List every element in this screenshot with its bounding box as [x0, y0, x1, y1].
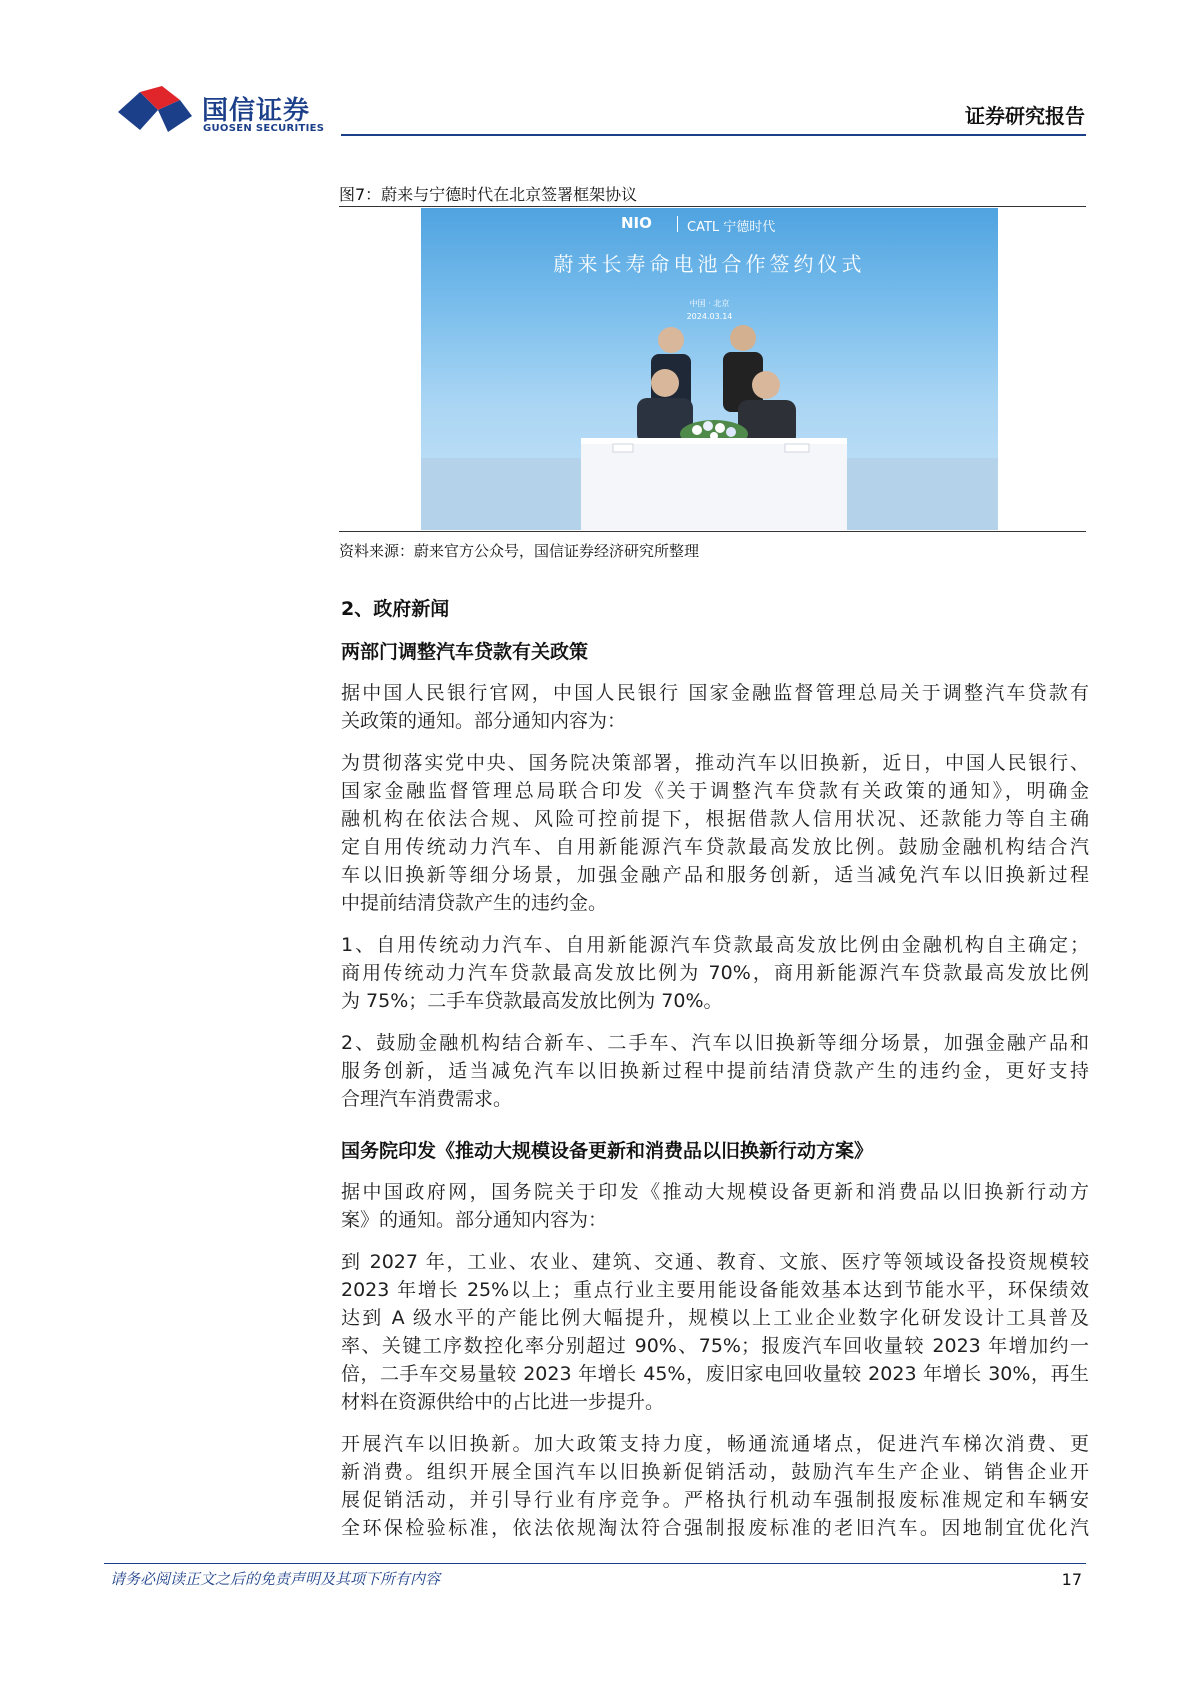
nameplate-right [785, 444, 809, 452]
paragraph-line: 为 75%；二手车贷款最高发放比例为 70%。 [341, 990, 723, 1012]
paragraph-line: 新消费。组织开展全国汽车以旧换新促销活动，鼓励汽车生产企业、销售企业开 [341, 1461, 1089, 1483]
paragraph [341, 1178, 1089, 1234]
paragraph-line: 国家金融监督管理总局联合印发《关于调整汽车贷款有关政策的通知》，明确金 [341, 780, 1089, 802]
paragraph-line: 倍，二手车交易量较 2023 年增长 45%，废旧家电回收量较 2023 年增长 30%，再生 [341, 1363, 1089, 1385]
paragraph-line: 合理汽车消费需求。 [341, 1088, 513, 1110]
paragraph-line: 开展汽车以旧换新。加大政策支持力度，畅通流通堵点，促进汽车梯次消费、更 [341, 1433, 1089, 1455]
subsection-title-equipment-renewal: 国务院印发《推动大规模设备更新和消费品以旧换新行动方案》 [341, 1140, 874, 1162]
paragraph-line: 全环保检验标准，依法依规淘汰符合强制报废标准的老旧汽车。因地制宜优化汽 [341, 1517, 1089, 1539]
subsection-title-auto-loans: 两部门调整汽车贷款有关政策 [341, 641, 589, 663]
paragraph-line: 材料在资源供给中的占比进一步提升。 [341, 1391, 665, 1413]
event-date: 2024.03.14 [686, 312, 733, 321]
paragraph-line: 融机构在依法合规、风险可控前提下，根据借款人信用状况、还款能力等自主确 [341, 808, 1089, 830]
logo-chinese-name: 国信证券 [202, 96, 311, 126]
signing-ceremony-photo [421, 208, 998, 530]
event-title: 蔚来长寿命电池合作签约仪式 [553, 252, 866, 276]
page-header [0, 0, 1190, 140]
logo-separator [677, 216, 678, 232]
paragraph-line: 商用传统动力汽车贷款最高发放比例为 70%，商用新能源汽车贷款最高发放比例 [341, 962, 1089, 984]
figure-bottom-rule [339, 531, 1086, 532]
paragraph [341, 1248, 1089, 1416]
paragraph-line: 率、关键工序数控化率分别超过 90%、75%；报废汽车回收量较 2023 年增加约一 [341, 1335, 1089, 1357]
footer-divider [104, 1563, 1086, 1564]
paragraph [341, 1430, 1089, 1542]
paragraph-line: 中提前结清贷款产生的违约金。 [341, 892, 608, 914]
paragraph-line: 达到 A 级水平的产能比例大幅提升，规模以上工业企业数字化研发设计工具普及 [341, 1307, 1089, 1329]
paragraph-line: 车以旧换新等细分场景，加强金融产品和服务创新，适当减免汽车以旧换新过程 [341, 864, 1089, 886]
paragraph-line: 2、鼓励金融机构结合新车、二手车、汽车以旧换新等细分场景，加强金融产品和 [341, 1032, 1089, 1054]
nameplate-left [613, 444, 633, 452]
paragraph-line: 1、自用传统动力汽车、自用新能源汽车贷款最高发放比例由金融机构自主确定； [341, 934, 1089, 956]
event-location: 中国 · 北京 [689, 299, 730, 308]
paragraph-line: 据中国政府网，国务院关于印发《推动大规模设备更新和消费品以旧换新行动方 [341, 1181, 1089, 1203]
header-divider [341, 134, 1086, 136]
logo-english-name: GUOSEN SECURITIES [203, 123, 325, 134]
paragraph-line: 服务创新，适当减免汽车以旧换新过程中提前结清贷款产生的违约金，更好支持 [341, 1060, 1089, 1082]
paragraph-line: 2023 年增长 25%以上；重点行业主要用能设备能效基本达到节能水平，环保绩效 [341, 1279, 1089, 1301]
paragraph [341, 931, 1089, 1015]
paragraph [341, 749, 1089, 917]
paragraph [341, 679, 1089, 735]
page-number: 17 [1061, 1570, 1082, 1589]
figure-source: 资料来源：蔚来官方公众号，国信证券经济研究所整理 [339, 542, 700, 560]
paragraph-line: 案》的通知。部分通知内容为： [341, 1209, 608, 1231]
section-heading: 2、政府新闻 [341, 598, 450, 620]
paragraph-line: 关政策的通知。部分通知内容为： [341, 710, 627, 732]
nio-logo: NIO [621, 214, 652, 232]
paragraph-line: 定自用传统动力汽车、自用新能源汽车贷款最高发放比例。鼓励金融机构结合汽 [341, 836, 1089, 858]
catl-logo: CATL 宁德时代 [687, 220, 776, 235]
paragraph-line: 为贯彻落实党中央、国务院决策部署，推动汽车以旧换新，近日，中国人民银行、 [341, 752, 1089, 774]
guosen-logo [118, 86, 325, 138]
paragraph-line: 展促销活动，并引导行业有序竞争。严格执行机动车强制报废标准规定和车辆安 [341, 1489, 1089, 1511]
guosen-logo-mark-icon [118, 86, 196, 136]
report-type-label: 证券研究报告 [965, 104, 1085, 128]
disclaimer-note: 请务必阅读正文之后的免责声明及其项下所有内容 [110, 1570, 441, 1588]
paragraph [341, 1029, 1089, 1113]
figure-title: 图7：蔚来与宁德时代在北京签署框架协议 [339, 185, 638, 204]
figure-top-rule [339, 206, 1086, 207]
paragraph-line: 据中国人民银行官网，中国人民银行 国家金融监督管理总局关于调整汽车贷款有 [341, 682, 1089, 704]
paragraph-line: 到 2027 年，工业、农业、建筑、交通、教育、文旅、医疗等领域设备投资规模较 [341, 1251, 1089, 1273]
person-standing-right [723, 325, 763, 412]
